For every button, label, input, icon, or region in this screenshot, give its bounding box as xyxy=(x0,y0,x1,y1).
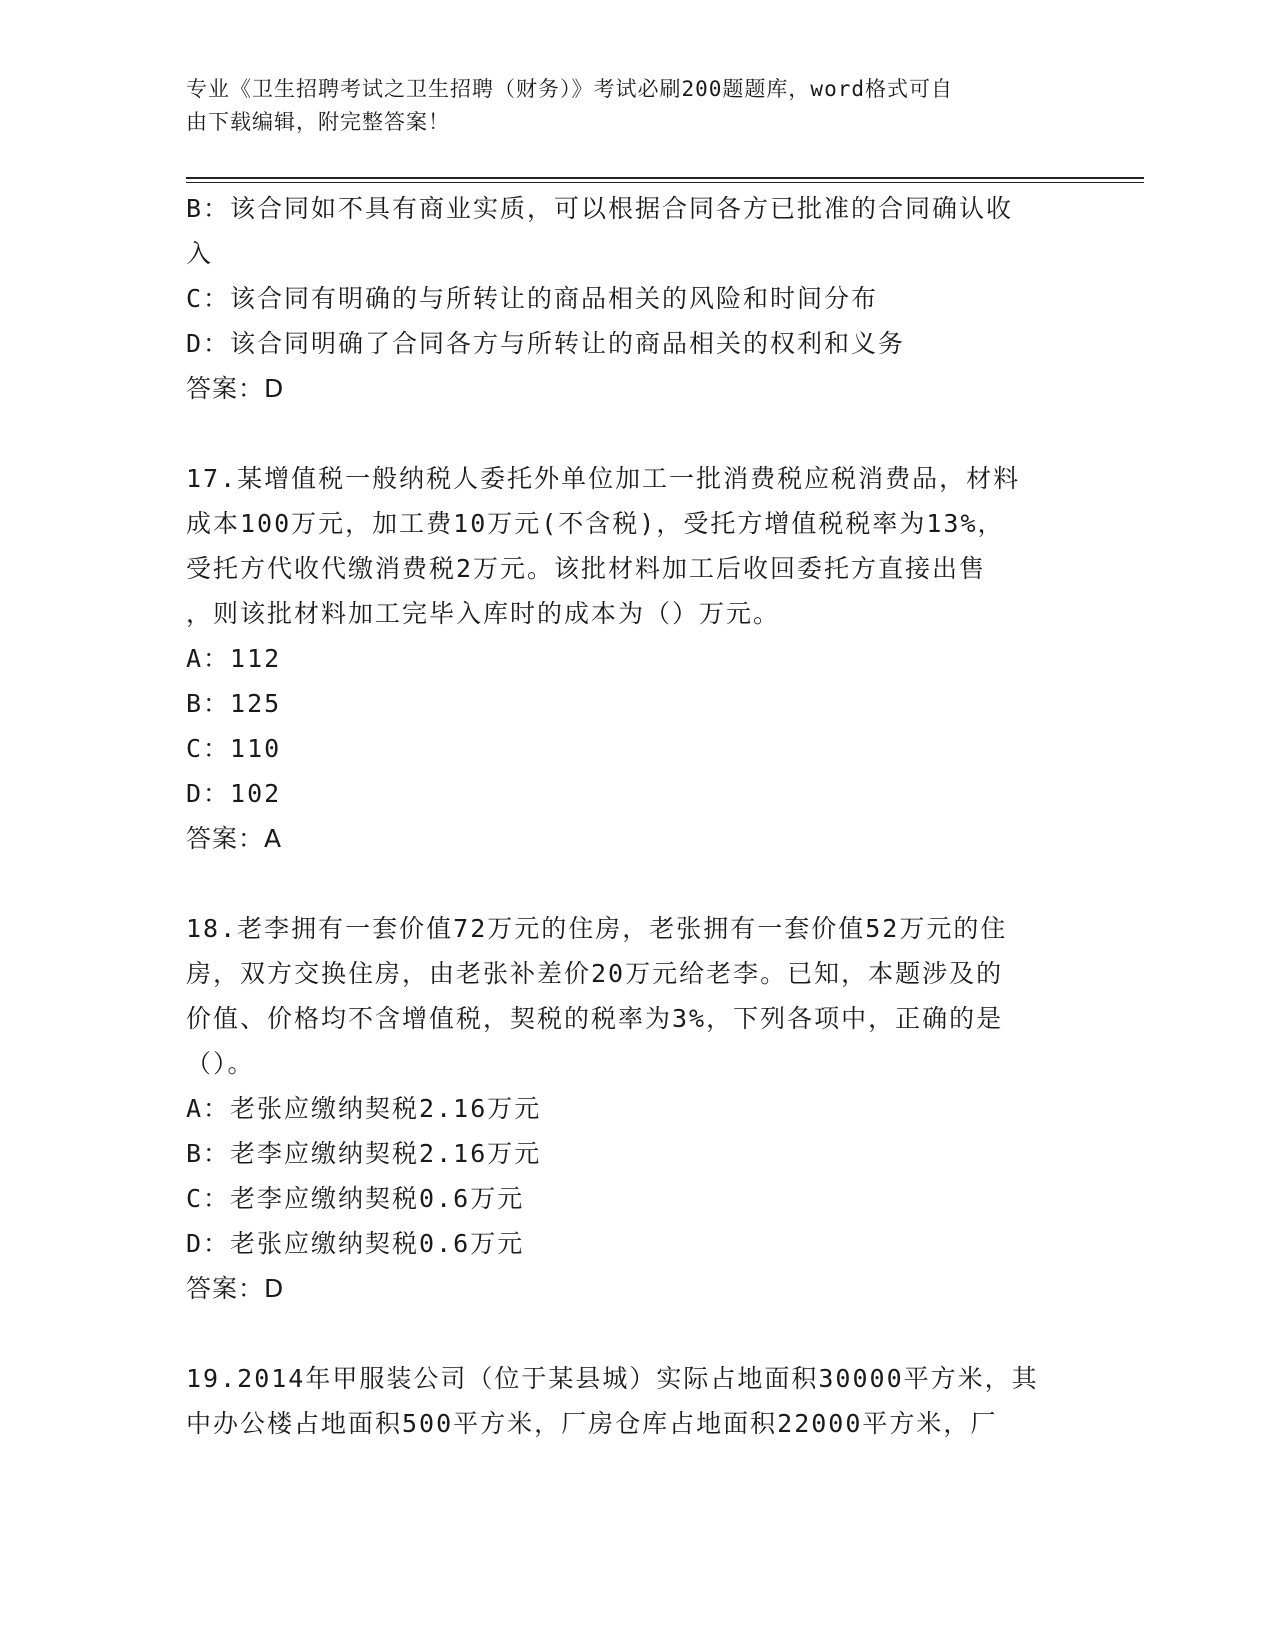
q18-option-c: C：老李应缴纳契税0.6万元 xyxy=(186,1184,525,1213)
q18-stem-line-3: 价值、价格均不含增值税，契税的税率为3%，下列各项中，正确的是 xyxy=(186,1004,1004,1033)
q18-stem-line-2: 房，双方交换住房，由老张补差价20万元给老李。已知，本题涉及的 xyxy=(186,959,1004,988)
q17-stem-line-1: 17.某增值税一般纳税人委托外单位加工一批消费税应税消费品，材料 xyxy=(186,464,1021,493)
document-header xyxy=(186,73,1066,139)
q18-option-b: B：老李应缴纳契税2.16万元 xyxy=(186,1139,542,1168)
q17-stem-line-2: 成本100万元，加工费10万元(不含税)，受托方增值税税率为13%， xyxy=(186,509,1005,538)
header-line-2: 由下载编辑，附完整答案！ xyxy=(186,110,450,134)
spacer xyxy=(186,861,1086,906)
q17-stem-line-3: 受托方代收代缴消费税2万元。该批材料加工后收回委托方直接出售 xyxy=(186,554,987,583)
q16-option-b-line-2: 入 xyxy=(186,239,214,268)
q17-option-a: A：112 xyxy=(186,644,282,673)
question-18-block xyxy=(186,906,1086,1311)
question-19-block xyxy=(186,1356,1086,1446)
header-rule-thin xyxy=(186,182,1144,183)
q18-answer: 答案：D xyxy=(186,1274,285,1303)
q18-stem-line-4: （）。 xyxy=(186,1049,255,1078)
q17-option-b: B：125 xyxy=(186,689,282,718)
q18-stem-line-1: 18.老李拥有一套价值72万元的住房，老张拥有一套价值52万元的住 xyxy=(186,914,1008,943)
q17-option-c: C：110 xyxy=(186,734,282,763)
header-rule-thick xyxy=(186,177,1144,179)
q17-answer: 答案：A xyxy=(186,824,283,853)
q19-stem-line-2: 中办公楼占地面积500平方米，厂房仓库占地面积22000平方米，厂 xyxy=(186,1409,998,1438)
q16-option-d: D：该合同明确了合同各方与所转让的商品相关的权利和义务 xyxy=(186,329,906,358)
q17-stem-line-4: ，则该批材料加工完毕入库时的成本为（）万元。 xyxy=(186,599,781,628)
q16-option-c: C：该合同有明确的与所转让的商品相关的风险和时间分布 xyxy=(186,284,879,313)
q18-option-d: D：老张应缴纳契税0.6万元 xyxy=(186,1229,525,1258)
q16-answer: 答案：D xyxy=(186,374,285,403)
spacer xyxy=(186,411,1086,456)
q18-option-a: A：老张应缴纳契税2.16万元 xyxy=(186,1094,542,1123)
header-line-1: 专业《卫生招聘考试之卫生招聘（财务）》考试必刷200题题库，word格式可自 xyxy=(186,77,953,101)
question-17-block xyxy=(186,456,1086,861)
q19-stem-line-1: 19.2014年甲服装公司（位于某县城）实际占地面积30000平方米，其 xyxy=(186,1364,1039,1393)
q17-option-d: D：102 xyxy=(186,779,282,808)
q16-option-b-line-1: B：该合同如不具有商业实质，可以根据合同各方已批准的合同确认收 xyxy=(186,194,1014,223)
question-content xyxy=(186,186,1086,1446)
question-16-block xyxy=(186,186,1086,411)
spacer xyxy=(186,1311,1086,1356)
